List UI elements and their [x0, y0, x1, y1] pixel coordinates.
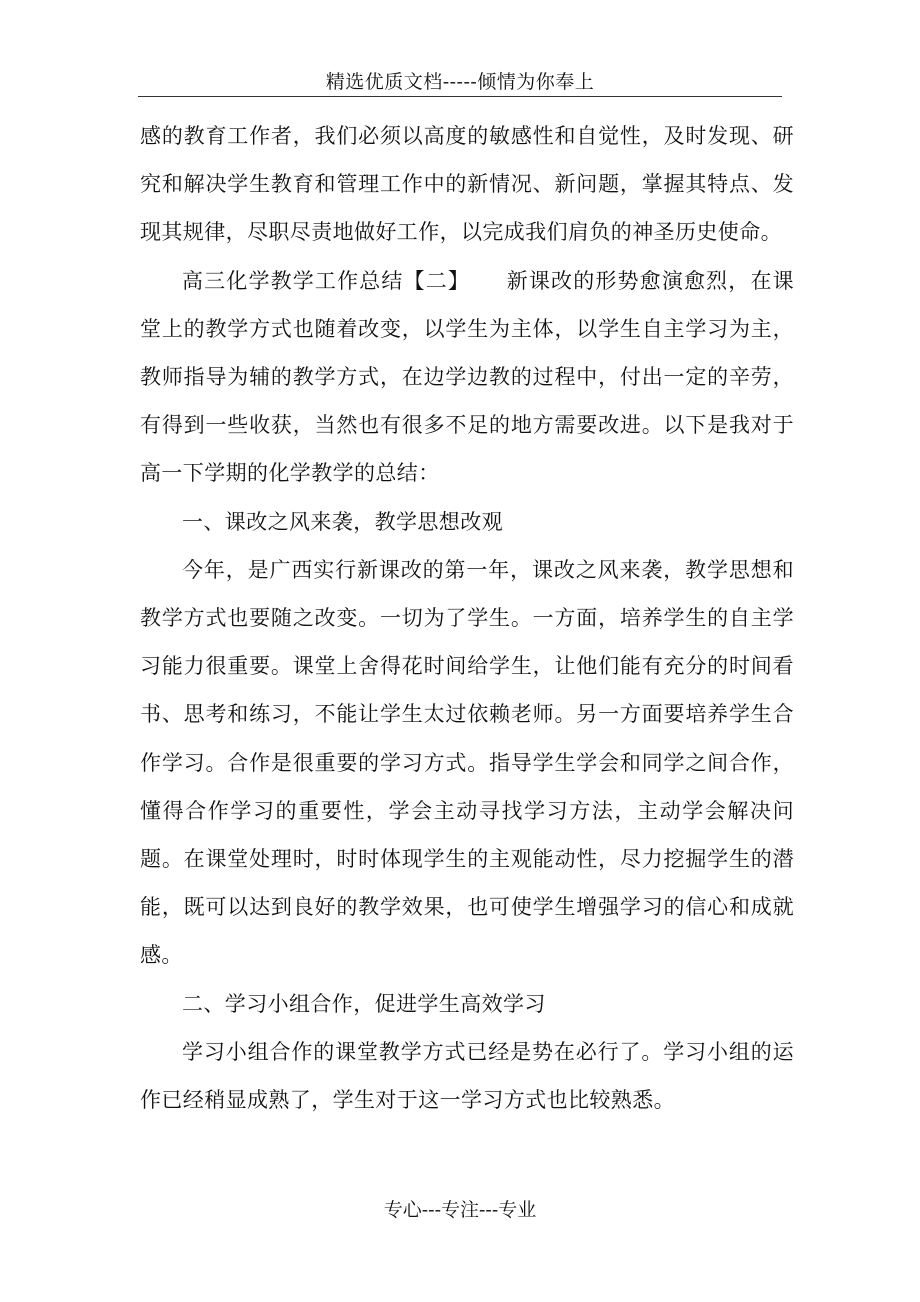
paragraph-continuation: 感的教育工作者，我们必须以高度的敏感性和自觉性，及时发现、研究和解决学生教育和管理工作中的新情况、新问题，掌握其特点、发现其规律，尽职尽责地做好工作，以完成我们肩负的神圣历史使命。: [140, 124, 794, 245]
paragraph-group-learning: 学习小组合作的课堂教学方式已经是势在必行了。学习小组的运作已经稍显成熟了，学生对于这一学习方式也比较熟悉。: [140, 1039, 794, 1113]
document-body: [140, 112, 794, 1124]
page-footer: [0, 1196, 920, 1224]
paragraph-summary-intro: [140, 257, 794, 498]
summary-intro-text: 新课改的形势愈演愈烈，在课堂上的教学方式也随着改变，以学生为主体，以学生自主学习为主，教师指导为辅的教学方式，在边学边教的过程中，付出一定的辛劳，有得到一些收获，当然也有很多不足的地方需要改进。以下是我对于高一下学期的化学教学的总结：: [140, 268, 794, 486]
heading-two: 二、学习小组合作，促进学生高效学习: [182, 991, 546, 1016]
section-title-two: 高三化学教学工作总结【二】: [182, 268, 470, 293]
header-title: 精选优质文档-----倾情为你奉上: [325, 71, 595, 93]
heading-one: 一、课改之风来袭，教学思想改观: [182, 509, 503, 534]
footer-text: 专心---专注---专业: [383, 1199, 537, 1221]
paragraph-reform: 今年，是广西实行新课改的第一年，课改之风来袭，教学思想和教学方式也要随之改变。一切为了学生。一方面，培养学生的自主学习能力很重要。课堂上舍得花时间给学生，让他们能有充分的时间看书、思考和练习，不能让学生太过依赖老师。另一方面要培养学生合作学习。合作是很重要的学习方式。指导学生学会和同学之间合作，懂得合作学习的重要性，学会主动寻找学习方法，主动学会解决问题。在课堂处理时，时时体现学生的主观能动性，尽力挖掘学生的潜能，既可以达到良好的教学效果，也可使学生增强学习的信心和成就感。: [140, 557, 794, 968]
page-header: [138, 68, 782, 97]
